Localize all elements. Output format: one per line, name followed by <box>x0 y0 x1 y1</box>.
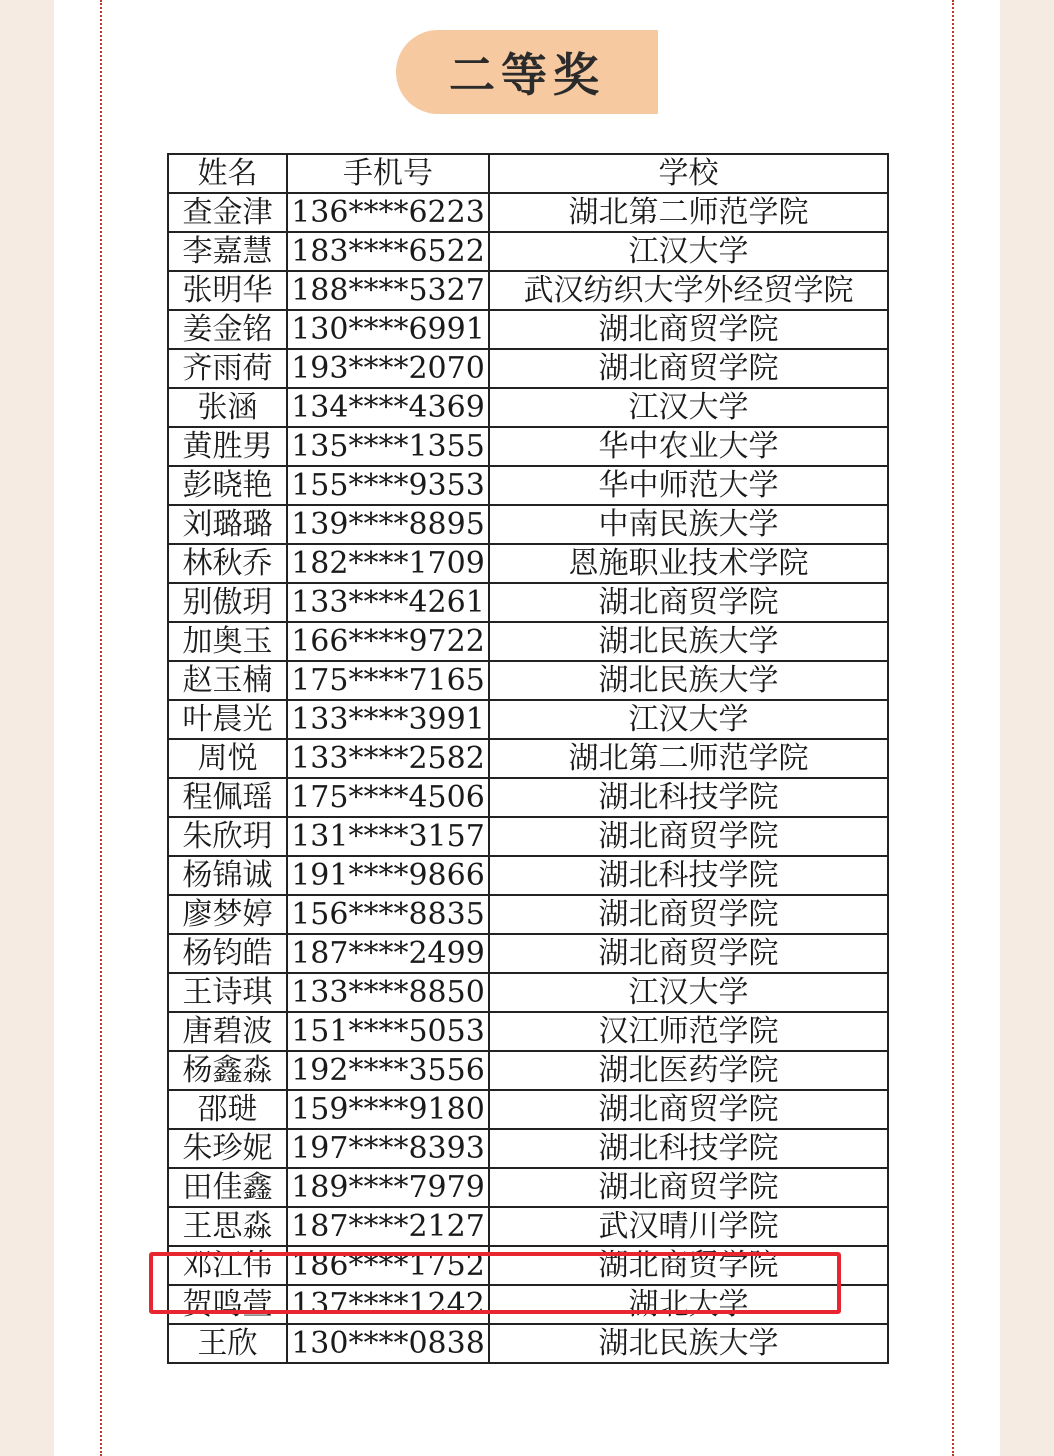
left-dotted-border <box>100 0 102 1456</box>
cell-school: 武汉晴川学院 <box>489 1207 888 1246</box>
cell-school: 江汉大学 <box>489 388 888 427</box>
cell-school: 湖北科技学院 <box>489 778 888 817</box>
cell-name: 张涵 <box>168 388 287 427</box>
cell-phone: 135****1355 <box>287 427 489 466</box>
table-row <box>168 1285 888 1324</box>
cell-phone: 187****2127 <box>287 1207 489 1246</box>
table-row <box>168 1129 888 1168</box>
cell-name: 张明华 <box>168 271 287 310</box>
cell-phone: 131****3157 <box>287 817 489 856</box>
cell-name: 杨锦诚 <box>168 856 287 895</box>
cell-school: 华中师范大学 <box>489 466 888 505</box>
cell-school: 江汉大学 <box>489 232 888 271</box>
table-row <box>168 700 888 739</box>
cell-name: 刘璐璐 <box>168 505 287 544</box>
cell-school: 汉江师范学院 <box>489 1012 888 1051</box>
page-title: 二等奖 <box>449 48 605 102</box>
cell-school: 湖北商贸学院 <box>489 934 888 973</box>
cell-name: 别傲玥 <box>168 583 287 622</box>
cell-phone: 155****9353 <box>287 466 489 505</box>
cell-phone: 166****9722 <box>287 622 489 661</box>
cell-school: 湖北大学 <box>489 1285 888 1324</box>
cell-school: 湖北第二师范学院 <box>489 739 888 778</box>
cell-school: 湖北民族大学 <box>489 1324 888 1363</box>
cell-phone: 130****0838 <box>287 1324 489 1363</box>
table-row <box>168 544 888 583</box>
cell-phone: 186****1752 <box>287 1246 489 1285</box>
table-row <box>168 583 888 622</box>
cell-phone: 134****4369 <box>287 388 489 427</box>
table-row <box>168 661 888 700</box>
table-row <box>168 1090 888 1129</box>
table-row <box>168 388 888 427</box>
cell-school: 湖北医药学院 <box>489 1051 888 1090</box>
table-row <box>168 622 888 661</box>
cell-name: 黄胜男 <box>168 427 287 466</box>
cell-school: 湖北商贸学院 <box>489 583 888 622</box>
table-row <box>168 505 888 544</box>
cell-name: 查金津 <box>168 193 287 232</box>
cell-phone: 183****6522 <box>287 232 489 271</box>
cell-school: 湖北民族大学 <box>489 661 888 700</box>
table-row <box>168 1051 888 1090</box>
cell-school: 江汉大学 <box>489 973 888 1012</box>
table-row <box>168 427 888 466</box>
cell-name: 齐雨荷 <box>168 349 287 388</box>
cell-name: 周悦 <box>168 739 287 778</box>
table-row <box>168 895 888 934</box>
cell-phone: 189****7979 <box>287 1168 489 1207</box>
cell-name: 邵琎 <box>168 1090 287 1129</box>
header-school: 学校 <box>489 154 888 193</box>
title-badge <box>396 30 658 114</box>
cell-phone: 133****4261 <box>287 583 489 622</box>
cell-phone: 175****4506 <box>287 778 489 817</box>
cell-phone: 193****2070 <box>287 349 489 388</box>
cell-name: 林秋乔 <box>168 544 287 583</box>
cell-name: 赵玉楠 <box>168 661 287 700</box>
cell-name: 加奥玉 <box>168 622 287 661</box>
cell-name: 姜金铭 <box>168 310 287 349</box>
table-row <box>168 1324 888 1363</box>
cell-name: 彭晓艳 <box>168 466 287 505</box>
table-row <box>168 349 888 388</box>
cell-school: 湖北商贸学院 <box>489 349 888 388</box>
header-name: 姓名 <box>168 154 287 193</box>
cell-phone: 197****8393 <box>287 1129 489 1168</box>
cell-school: 中南民族大学 <box>489 505 888 544</box>
winners-table <box>167 153 889 1364</box>
cell-phone: 191****9866 <box>287 856 489 895</box>
cell-name: 杨鑫淼 <box>168 1051 287 1090</box>
cell-phone: 175****7165 <box>287 661 489 700</box>
cell-phone: 130****6991 <box>287 310 489 349</box>
table-row <box>168 817 888 856</box>
cell-phone: 182****1709 <box>287 544 489 583</box>
cell-name: 朱欣玥 <box>168 817 287 856</box>
table-row <box>168 193 888 232</box>
cell-name: 田佳鑫 <box>168 1168 287 1207</box>
cell-phone: 139****8895 <box>287 505 489 544</box>
cell-name: 贺鸣萱 <box>168 1285 287 1324</box>
table-header-row <box>168 154 888 193</box>
cell-school: 湖北商贸学院 <box>489 817 888 856</box>
cell-phone: 136****6223 <box>287 193 489 232</box>
cell-school: 湖北民族大学 <box>489 622 888 661</box>
cell-name: 王诗琪 <box>168 973 287 1012</box>
table-row <box>168 778 888 817</box>
cell-phone: 151****5053 <box>287 1012 489 1051</box>
table-row <box>168 1012 888 1051</box>
cell-phone: 133****3991 <box>287 700 489 739</box>
table-row <box>168 739 888 778</box>
header-phone: 手机号 <box>287 154 489 193</box>
cell-name: 廖梦婷 <box>168 895 287 934</box>
cell-school: 恩施职业技术学院 <box>489 544 888 583</box>
cell-name: 李嘉慧 <box>168 232 287 271</box>
cell-phone: 187****2499 <box>287 934 489 973</box>
table-row <box>168 934 888 973</box>
cell-school: 华中农业大学 <box>489 427 888 466</box>
cell-school: 江汉大学 <box>489 700 888 739</box>
cell-name: 程佩瑶 <box>168 778 287 817</box>
table-row <box>168 466 888 505</box>
cell-name: 杨钧皓 <box>168 934 287 973</box>
table-row <box>168 973 888 1012</box>
cell-phone: 137****1242 <box>287 1285 489 1324</box>
cell-phone: 188****5327 <box>287 271 489 310</box>
table-row <box>168 1168 888 1207</box>
cell-phone: 192****3556 <box>287 1051 489 1090</box>
right-dotted-border <box>952 0 954 1456</box>
cell-phone: 133****2582 <box>287 739 489 778</box>
table-row <box>168 856 888 895</box>
table-row <box>168 271 888 310</box>
cell-school: 武汉纺织大学外经贸学院 <box>489 271 888 310</box>
cell-school: 湖北商贸学院 <box>489 1246 888 1285</box>
cell-school: 湖北商贸学院 <box>489 310 888 349</box>
cell-school: 湖北商贸学院 <box>489 1090 888 1129</box>
cell-name: 叶晨光 <box>168 700 287 739</box>
cell-phone: 159****9180 <box>287 1090 489 1129</box>
cell-name: 唐碧波 <box>168 1012 287 1051</box>
cell-phone: 133****8850 <box>287 973 489 1012</box>
table-row <box>168 310 888 349</box>
table-row <box>168 1246 888 1285</box>
cell-name: 朱珍妮 <box>168 1129 287 1168</box>
cell-name: 王欣 <box>168 1324 287 1363</box>
cell-phone: 156****8835 <box>287 895 489 934</box>
cell-school: 湖北第二师范学院 <box>489 193 888 232</box>
cell-name: 邓江伟 <box>168 1246 287 1285</box>
cell-school: 湖北商贸学院 <box>489 1168 888 1207</box>
table-row <box>168 1207 888 1246</box>
table-row <box>168 232 888 271</box>
cell-school: 湖北商贸学院 <box>489 895 888 934</box>
cell-school: 湖北科技学院 <box>489 856 888 895</box>
cell-school: 湖北科技学院 <box>489 1129 888 1168</box>
cell-name: 王思淼 <box>168 1207 287 1246</box>
